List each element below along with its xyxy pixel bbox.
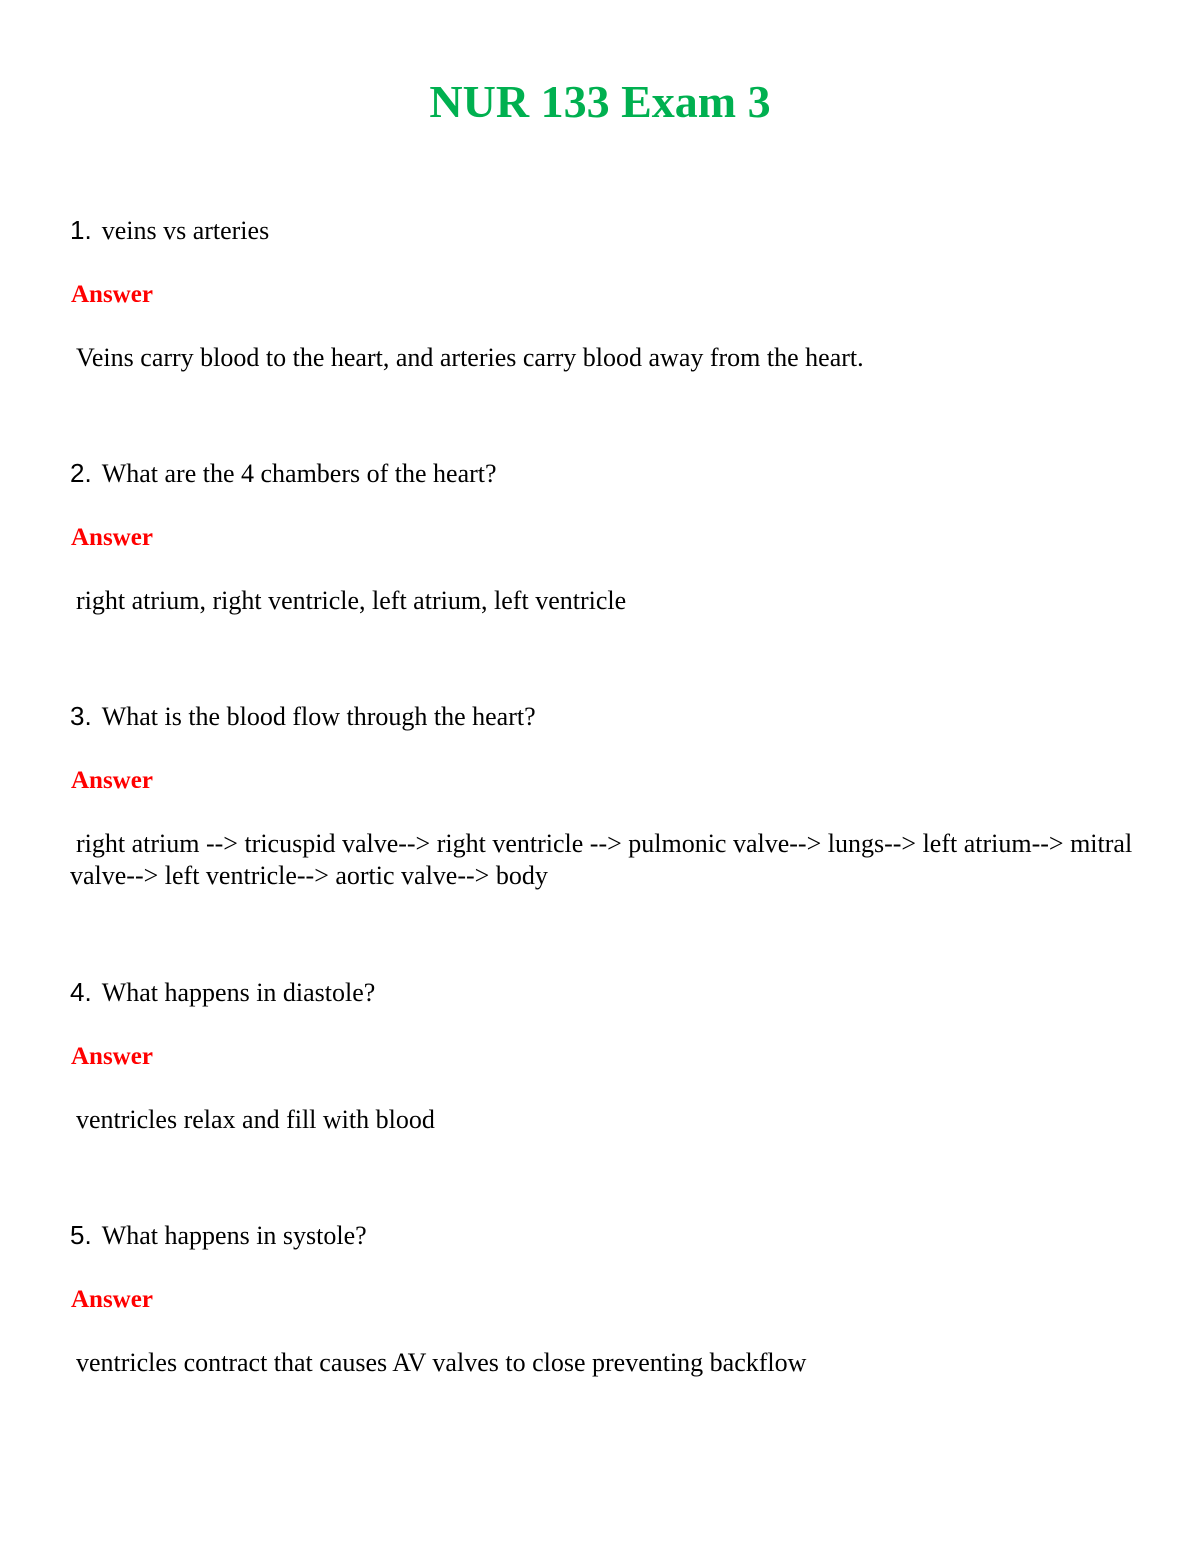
qa-item-2 bbox=[70, 457, 1140, 615]
answer-text: Veins carry blood to the heart, and arteries carry blood away from the heart. bbox=[76, 343, 864, 372]
answer-label: Answer bbox=[71, 767, 153, 794]
question-number: 5. bbox=[70, 1220, 92, 1250]
question-number: 1. bbox=[70, 215, 92, 245]
question bbox=[70, 700, 1140, 733]
answer-label: Answer bbox=[71, 1043, 153, 1070]
page-title: NUR 133 Exam 3 bbox=[429, 76, 771, 127]
answer-text: ventricles contract that causes AV valves to close preventing backflow bbox=[76, 1348, 807, 1377]
qa-item-1 bbox=[70, 214, 1140, 372]
question bbox=[70, 976, 1140, 1009]
answer-label: Answer bbox=[71, 1286, 153, 1313]
answer-label: Answer bbox=[71, 281, 153, 308]
answer-label: Answer bbox=[71, 524, 153, 551]
question bbox=[70, 1219, 1140, 1252]
qa-item-5 bbox=[70, 1219, 1140, 1377]
question-text: What are the 4 chambers of the heart? bbox=[101, 459, 497, 488]
qa-item-4 bbox=[70, 976, 1140, 1134]
question bbox=[70, 214, 1140, 247]
question-text: What happens in diastole? bbox=[101, 978, 376, 1007]
question-number: 4. bbox=[70, 977, 92, 1007]
answer-text: right atrium --> tricuspid valve--> right ventricle --> pulmonic valve--> lungs--> left atrium--> mitral valve--> left ventricle--> aortic valve--> body bbox=[70, 829, 1133, 890]
question-text: veins vs arteries bbox=[101, 216, 270, 245]
question-text: What is the blood flow through the heart? bbox=[101, 702, 536, 731]
question-number: 3. bbox=[70, 701, 92, 731]
answer-text: ventricles relax and fill with blood bbox=[76, 1105, 435, 1134]
question-text: What happens in systole? bbox=[101, 1221, 367, 1250]
qa-item-3 bbox=[70, 700, 1140, 890]
answer-text: right atrium, right ventricle, left atrium, left ventricle bbox=[76, 586, 627, 615]
question bbox=[70, 457, 1140, 490]
question-number: 2. bbox=[70, 458, 92, 488]
